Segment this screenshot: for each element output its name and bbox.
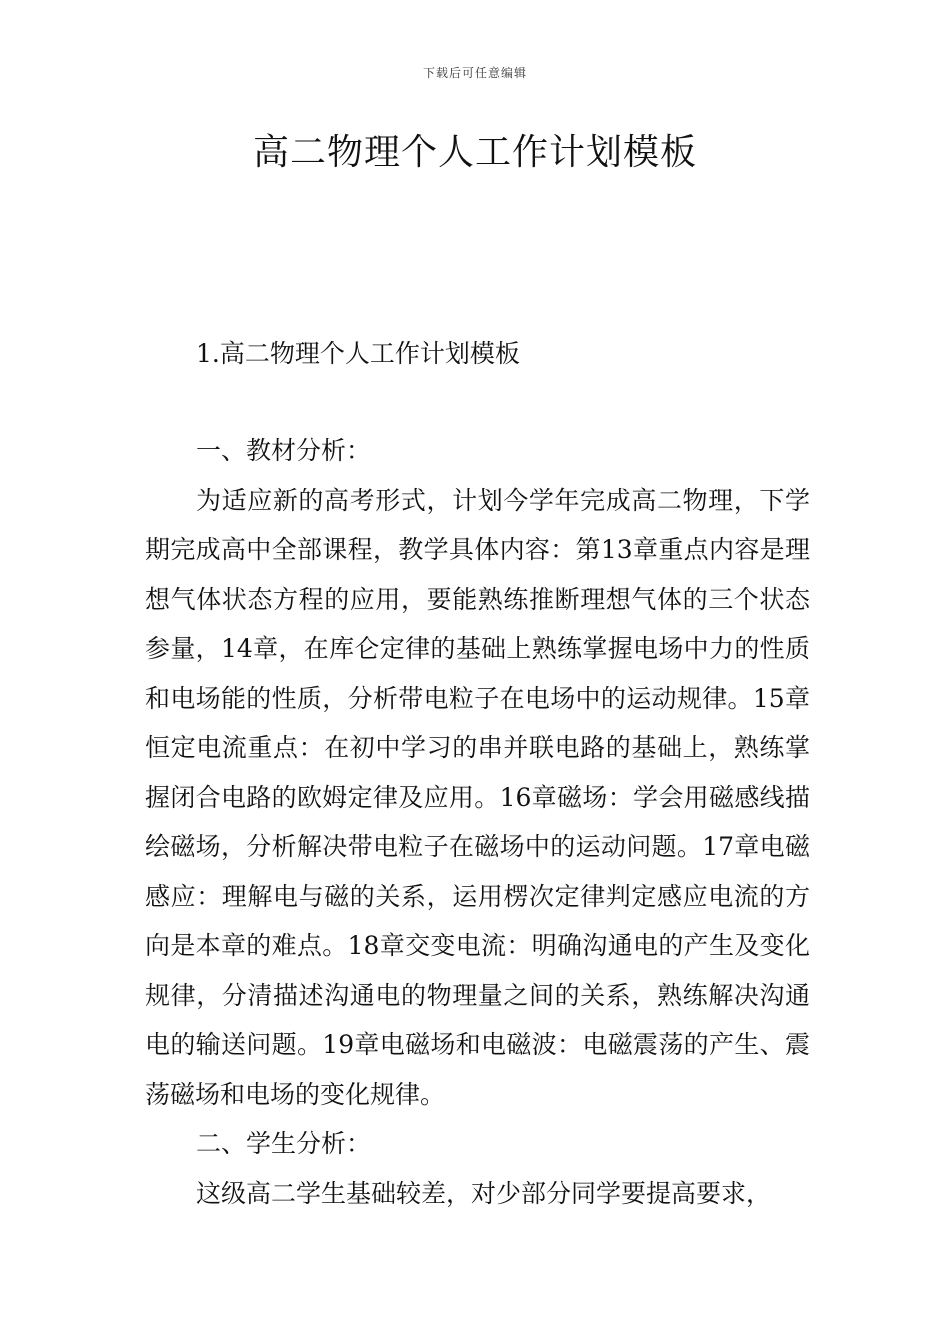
document-subtitle: 1.高二物理个人工作计划模板 xyxy=(196,339,520,368)
document-title: 高二物理个人工作计划模板 xyxy=(252,132,697,173)
paragraph-students: 这级高二学生基础较差，对少部分同学要提高要求， xyxy=(196,1178,772,1208)
document-body xyxy=(145,426,810,1218)
section-heading-materials: 一、教材分析： xyxy=(196,436,372,465)
paragraph-materials: 为适应新的高考形式，计划今学年完成高二物理，下学期完成高中全部课程，教学具体内容：第13章重点内容是理想气体状态方程的应用，要能熟练推断理想气体的三个状态参量，14章，在库仑定律的基础上熟练掌握电场中力的性质和电场能的性质，分析带电粒子在电场中的运动规律。15章恒定电流重点：在初中学习的串并联电路的基础上，熟练掌握闭合电路的欧姆定律及应用。16章磁场：学会用磁感线描绘磁场，分析解决带电粒子在磁场中的运动问题。17章电磁感应：理解电与磁的关系，运用楞次定律判定感应电流的方向是本章的难点。18章交变电流：明确沟通电的产生及变化规律，分清描述沟通电的物理量之间的关系，熟练解决沟通电的输送问题。19章电磁场和电磁波：电磁震荡的产生、震荡磁场和电场的变化规律。 xyxy=(145,485,810,1109)
section-heading-students: 二、学生分析： xyxy=(196,1129,372,1158)
header-note: 下载后可任意编辑 xyxy=(422,66,527,80)
